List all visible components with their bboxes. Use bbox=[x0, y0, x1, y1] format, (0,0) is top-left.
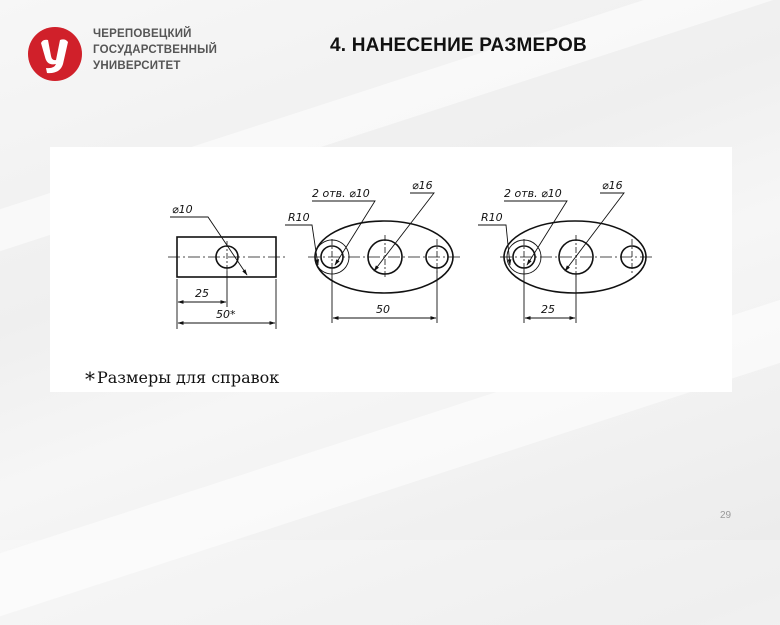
dimension-value-50: 50* bbox=[216, 308, 236, 321]
radius-label: R10 bbox=[481, 211, 503, 224]
page-number: 29 bbox=[720, 510, 732, 521]
leader-line bbox=[478, 225, 510, 265]
dimension-value: 25 bbox=[541, 303, 555, 316]
drawing-panel bbox=[50, 147, 732, 392]
university-emblem-icon bbox=[27, 26, 83, 82]
figure-3 bbox=[478, 193, 654, 323]
leader-line bbox=[170, 217, 247, 275]
technical-drawing bbox=[50, 147, 732, 392]
dimension-value-25: 25 bbox=[195, 287, 209, 300]
diameter-label: ⌀10 bbox=[172, 203, 193, 216]
diameter-label: ⌀16 bbox=[412, 179, 433, 192]
asterisk-mark: * bbox=[85, 367, 95, 391]
leader-line bbox=[374, 193, 434, 271]
reference-note bbox=[85, 367, 279, 391]
leader-line bbox=[565, 193, 624, 271]
radius-label: R10 bbox=[288, 211, 310, 224]
university-name bbox=[93, 26, 217, 74]
leader-line bbox=[285, 225, 318, 265]
holes-label: 2 отв. ⌀10 bbox=[312, 187, 370, 200]
note-text: Размеры для справок bbox=[97, 368, 280, 387]
diameter-label: ⌀16 bbox=[602, 179, 623, 192]
slide-title: 4. НАНЕСЕНИЕ РАЗМЕРОВ bbox=[330, 35, 587, 56]
university-logo bbox=[27, 26, 217, 82]
university-name-line: ЧЕРЕПОВЕЦКИЙ bbox=[93, 28, 192, 40]
holes-label: 2 отв. ⌀10 bbox=[504, 187, 562, 200]
university-name-line: ГОСУДАРСТВЕННЫЙ bbox=[93, 44, 218, 56]
university-name-line: УНИВЕРСИТЕТ bbox=[93, 60, 181, 72]
dimension-value: 50 bbox=[376, 303, 390, 316]
figure-2 bbox=[285, 193, 460, 323]
